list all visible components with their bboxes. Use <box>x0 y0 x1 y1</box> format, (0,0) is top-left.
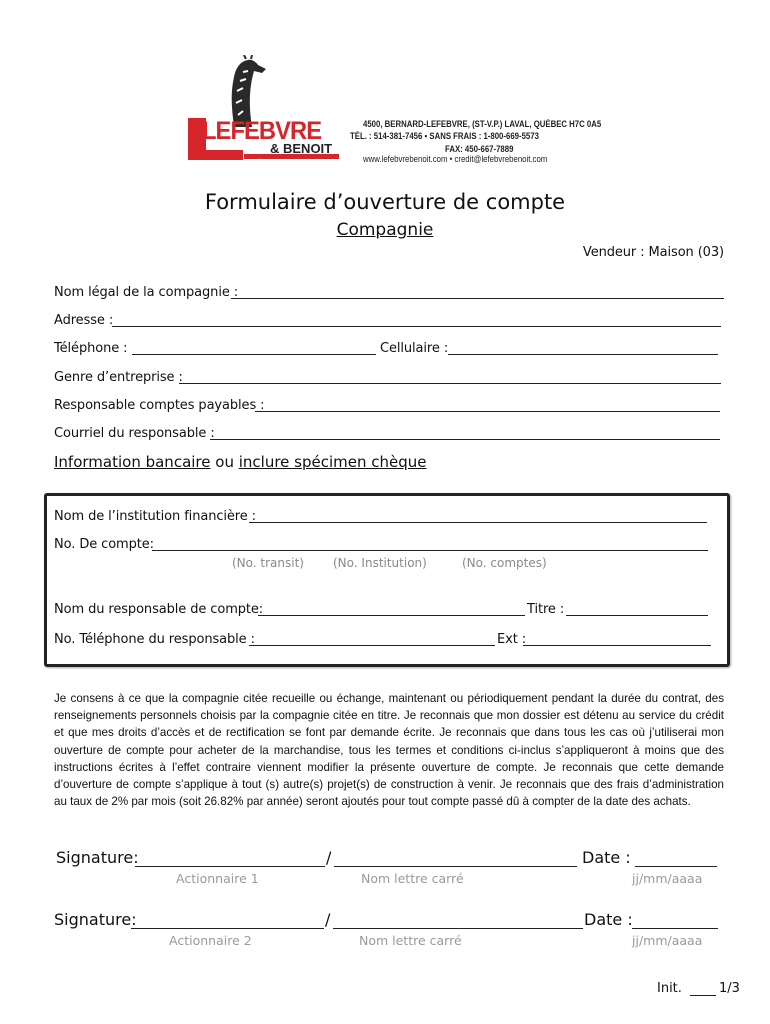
signature-1-date-field[interactable] <box>635 866 717 867</box>
institution-label: Nom de l’institution financière : <box>54 509 256 524</box>
responsable-comptes-label: Responsable comptes payables : <box>54 398 265 413</box>
adresse-field[interactable] <box>112 326 721 327</box>
bank-heading-or: ou <box>210 453 239 471</box>
signature-1-field[interactable] <box>135 866 325 867</box>
adresse-label: Adresse : <box>54 313 114 328</box>
signature-2-date-field[interactable] <box>632 928 718 929</box>
bank-heading-part2: inclure spécimen chèque <box>238 453 427 471</box>
titre-field[interactable] <box>566 615 708 616</box>
page-subtitle: Compagnie <box>336 220 434 240</box>
company-phone: TÉL. : 514-381-7456 • SANS FRAIS : 1-800-669-5573 <box>350 131 539 142</box>
signature-2-caption: Actionnaire 2 <box>169 933 252 948</box>
signature-1-date-label: Date : <box>582 848 631 867</box>
cellulaire-label: Cellulaire : <box>380 341 449 356</box>
cellulaire-field[interactable] <box>448 354 718 355</box>
signature-2-date-label: Date : <box>584 910 633 929</box>
initials-field[interactable] <box>690 995 716 996</box>
signature-2-name-field[interactable] <box>333 928 583 929</box>
institution-field[interactable] <box>249 522 707 523</box>
hint-transit: (No. transit) <box>232 556 304 570</box>
genre-field[interactable] <box>179 383 721 384</box>
signature-2-slash: / <box>325 910 331 929</box>
company-logo <box>186 55 356 170</box>
signature-2-name-caption: Nom lettre carré <box>359 933 462 948</box>
hint-comptes: (No. comptes) <box>462 556 547 570</box>
ext-label: Ext : <box>497 632 527 647</box>
brand-tagline: MATÉRIAUX DE CONSTRUCTION <box>246 159 338 165</box>
telephone-label: Téléphone : <box>54 341 128 356</box>
nom-legal-field[interactable] <box>231 298 724 299</box>
consent-paragraph: Je consens à ce que la compagnie citée recueille ou échange, maintenant ou périodiquement pendant la durée du contrat, des renseignements personnels choisis par la compagnie citée en titre. Je reconnais que mon dossier est détenu au service du crédit et que mes droits d’accès et de rectification se font par demande écrite. Je reconnais que dans tous les cas où j’utiliserai mon ouverture de compte pour acheter de la marchandise, tous les termes et conditions ci-inclus s’appliqueront à moins que des instructions écrites à l’effet contraire viennent modifier la présente ouverture de compte. Je reconnais que cette demande d’ouverture de compte s’applique à tout (s) autre(s) projet(s) de construction à venir. Je reconnais que des frais d’administration au taux de 2% par mois (soit 26.82% par année) seront ajoutés pour tout compte passé dû à compter de la date des achats. <box>54 692 724 809</box>
bank-heading-part1: Information bancaire <box>54 453 211 471</box>
tel-responsable-field[interactable] <box>249 645 495 646</box>
page-title: Formulaire d’ouverture de compte <box>204 190 566 214</box>
signature-2-label: Signature: <box>54 910 137 929</box>
signature-2-field[interactable] <box>131 928 324 929</box>
courriel-field[interactable] <box>210 439 720 440</box>
signature-1-name-field[interactable] <box>334 866 577 867</box>
titre-label: Titre : <box>527 602 565 617</box>
company-address: 4500, BERNARD-LEFEBVRE, (ST-V.P.) LAVAL, QUÉBEC H7C 0A5 <box>363 119 602 130</box>
genre-label: Genre d’entreprise : <box>54 370 183 385</box>
telephone-field[interactable] <box>132 354 376 355</box>
signature-1-name-caption: Nom lettre carré <box>361 871 464 886</box>
signature-1-slash: / <box>326 848 332 867</box>
brand-name: LEFEBVRE <box>202 117 322 145</box>
initials-label: Init. <box>657 981 682 996</box>
responsable-comptes-field[interactable] <box>255 411 720 412</box>
ext-field[interactable] <box>523 645 711 646</box>
signature-1-date-caption: jj/mm/aaaa <box>632 871 703 886</box>
hint-institution: (No. Institution) <box>333 556 427 570</box>
signature-1-label: Signature: <box>56 848 139 867</box>
compte-field[interactable] <box>152 550 708 551</box>
signature-1-caption: Actionnaire 1 <box>176 871 259 886</box>
courriel-label: Courriel du responsable : <box>54 426 215 441</box>
compte-label: No. De compte: <box>54 537 154 552</box>
vendeur-label: Vendeur : Maison (03) <box>582 245 724 260</box>
responsable-compte-field[interactable] <box>258 615 525 616</box>
responsable-compte-label: Nom du responsable de compte: <box>54 602 264 617</box>
signature-2-date-caption: jj/mm/aaaa <box>632 933 703 948</box>
company-web: www.lefebvrebenoit.com • credit@lefebvrebenoit.com <box>363 154 548 165</box>
company-fax: FAX: 450-667-7889 <box>445 144 514 155</box>
page-number: 1/3 <box>719 981 740 996</box>
brand-sub: & BENOIT <box>270 141 333 156</box>
nom-legal-label: Nom légal de la compagnie : <box>54 285 239 300</box>
bank-heading <box>54 453 427 471</box>
tel-responsable-label: No. Téléphone du responsable : <box>54 632 255 647</box>
